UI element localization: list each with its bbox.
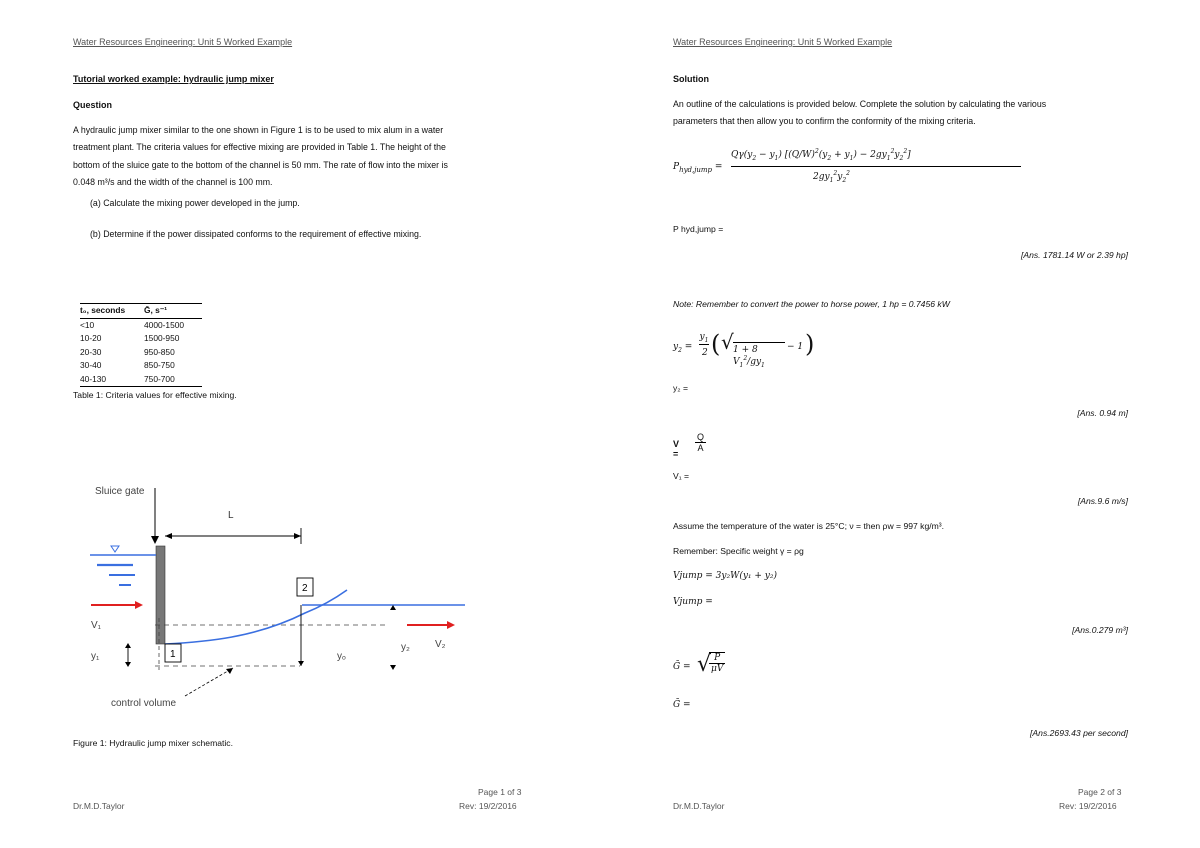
tutorial-title: Tutorial worked example: hydraulic jump mixer (73, 74, 274, 84)
page-header: Water Resources Engineering: Unit 5 Worked Example (673, 37, 893, 47)
v2-label: V₂ (435, 639, 446, 650)
table-row (80, 373, 202, 387)
footer-revision: Rev: 19/2/2016 (459, 801, 517, 811)
sluice-gate (156, 546, 165, 644)
velocity-gradient-answer: [Ans.2693.43 per second] (1030, 728, 1128, 738)
y2-formula: $y_2$ = $y_1$ 2 ( √ 1 + 8 $V_1^2/gy_1$ − 1 ) (673, 330, 815, 369)
power-formula (673, 142, 953, 188)
table-cell: 30-40 (80, 360, 102, 370)
question-line: treatment plant. The criteria values for effective mixing are provided in Table 1. The height of the (73, 142, 446, 153)
table-cell: 40-130 (80, 373, 144, 387)
page-number: Page 2 of 3 (1078, 787, 1122, 797)
gate-pointer-arrowhead (151, 536, 159, 544)
velocity-gradient-blank: Ḡ = (673, 700, 691, 710)
temperature-assumption: Assume the temperature of the water is 25°C; ν = then ρw = 997 kg/m³. (673, 521, 945, 531)
control-volume-label: control volume (111, 698, 177, 709)
water-level-triangle (111, 546, 119, 552)
section-1-label: 1 (170, 649, 176, 660)
question-part-a: (a) Calculate the mixing power developed in the jump. (90, 198, 300, 208)
jump-volume-answer: [Ans.0.279 m³] (1072, 625, 1128, 635)
question-part-b: (b) Determine if the power dissipated conforms to the requirement of effective mixing. (90, 229, 422, 239)
table-row (80, 359, 202, 373)
page-header: Water Resources Engineering: Unit 5 Worked Example (73, 37, 293, 47)
specific-weight-note: Remember: Specific weight γ = ρg (673, 546, 804, 556)
v1-answer: [Ans.9.6 m/s] (1077, 496, 1128, 506)
question-label: Question (73, 100, 113, 110)
velocity-gradient-formula: Ḡ = √ $\frac{P}{\mu V}$ (673, 652, 724, 677)
jump-volume-formula: Vjump = 3y₂W(y₁ + y₂) (673, 571, 777, 581)
jump-volume-blank: Vjump = (673, 597, 713, 607)
footer-revision: Rev: 19/2/2016 (1059, 801, 1117, 811)
table-row (80, 346, 202, 360)
y1-arrowhead (125, 662, 131, 667)
control-volume-pointer (185, 668, 233, 696)
table-header-cell: t₀, seconds (80, 304, 144, 319)
question-text (73, 122, 529, 191)
y2-arrowhead (390, 665, 396, 670)
table-cell: 850-750 (144, 360, 175, 370)
footer-author: Dr.M.D.Taylor (73, 801, 125, 811)
table-cell: 4000-1500 (144, 319, 185, 330)
section-2-label: 2 (302, 583, 308, 594)
table-cell: 10-20 (80, 333, 102, 343)
solution-intro-line: parameters that then allow you to confirm the conformity of the mixing criteria. (673, 116, 976, 126)
table-header-row (80, 304, 202, 319)
y2-arrowhead (390, 605, 396, 610)
horsepower-note: Note: Remember to convert the power to horse power, 1 hp = 0.7456 kW (673, 299, 950, 309)
table-cell: 20-30 (80, 346, 102, 357)
criteria-table (80, 303, 202, 387)
v1-arrowhead (135, 601, 143, 609)
footer-author: Dr.M.D.Taylor (673, 801, 725, 811)
table-header-cell: Ḡ, s⁻¹ (144, 304, 202, 319)
page-number: Page 1 of 3 (478, 787, 522, 797)
table-cell: 750-700 (144, 373, 202, 387)
question-line: A hydraulic jump mixer similar to the one shown in Figure 1 is to be used to mix alum in a water (73, 125, 444, 135)
formula-denominator: $2gy_1^2y_2^2$ (813, 170, 850, 184)
l-arrowhead (294, 533, 301, 539)
question-line: bottom of the sluice gate to the bottom of the channel is 50 mm. The rate of flow into the mixer is (73, 159, 448, 170)
formula-lhs: $P_{hyd,jump}$ = (673, 162, 723, 174)
y-jump-arrowhead (298, 661, 304, 666)
yc-label: yₒ (337, 651, 346, 662)
table-caption: Table 1: Criteria values for effective mixing. (73, 390, 237, 400)
solution-label: Solution (673, 74, 709, 84)
power-answer: [Ans. 1781.14 W or 2.39 hp] (1020, 250, 1128, 260)
y2-label: y₂ (401, 642, 410, 653)
y1-label: y₁ (91, 651, 100, 662)
solution-intro-line: An outline of the calculations is provided below. Complete the solution by calculating the various (673, 99, 1047, 109)
power-answer-blank: P hyd,jump = (673, 224, 724, 234)
table-cell: 950-850 (144, 346, 175, 357)
table-row (80, 332, 202, 346)
l-label: L (228, 510, 234, 521)
y2-answer-blank: y₂ = (673, 383, 689, 393)
jump-water-profile (165, 590, 347, 644)
v2-arrowhead (447, 621, 455, 629)
table-cell: 1500-950 (144, 333, 180, 343)
figure-caption: Figure 1: Hydraulic jump mixer schematic. (73, 738, 233, 748)
v1-label: V₁ (91, 620, 102, 631)
table-row (80, 318, 202, 332)
document-page-2: Water Resources Engineering: Unit 5 Worked Example Solution An outline of the calculations is provided below. Complete the solution by calculating the various parameters that then allow you to confirm the conformity of the mixing criteria. $P_{hyd,jump}$ = $Q\gamma(y_2 - y_1) [(Q/W)^2(y_2 + y_1) - 2gy_1^2y_2^2]$ $2gy_1^2y_2^2$ P hyd,jump = [Ans. 1781.14 W or 2.39 hp] Note: Remember to convert the power to horse power, 1 hp = 0.7456 kW $y_2$ = $y_1$ 2 ( √ 1 + 8 $V_1^2/gy_1$ − 1 ) y₂ = [Ans. 0.94 m] V = $\frac{Q}{A}$ V₁ = [Ans.9.6 m/s] Assume the temperature of the water is 25°C; ν = then ρw = 997 kg/m³. Remember: Specific weight γ = ρg Vjump = 3y₂W(y₁ + y₂) Vjump = [Ans.0.279 m³] Ḡ = √ $\frac{P}{\mu V}$ Ḡ = [Ans.2693.43 per second] Page 2 of 3 Dr.M.D.Taylor Rev: 19/2/2016 (673, 37, 1128, 811)
question-line: 0.048 m³/s and the width of the channel is 100 mm. (73, 176, 273, 187)
l-arrowhead (165, 533, 172, 539)
control-volume-arrowhead (226, 668, 233, 674)
formula-numerator: $Q\gamma(y_2 - y_1) [(Q/W)^2(y_2 + y_1) - 2gy_1^2y_2^2]$ (731, 144, 1021, 167)
y1-arrowhead (125, 643, 131, 648)
v1-answer-blank: V₁ = (673, 471, 690, 481)
sluice-gate-label: Sluice gate (95, 486, 145, 497)
y2-answer: [Ans. 0.94 m] (1077, 408, 1128, 418)
hydraulic-jump-schematic (85, 478, 470, 713)
table-cell: <10 (80, 319, 95, 330)
